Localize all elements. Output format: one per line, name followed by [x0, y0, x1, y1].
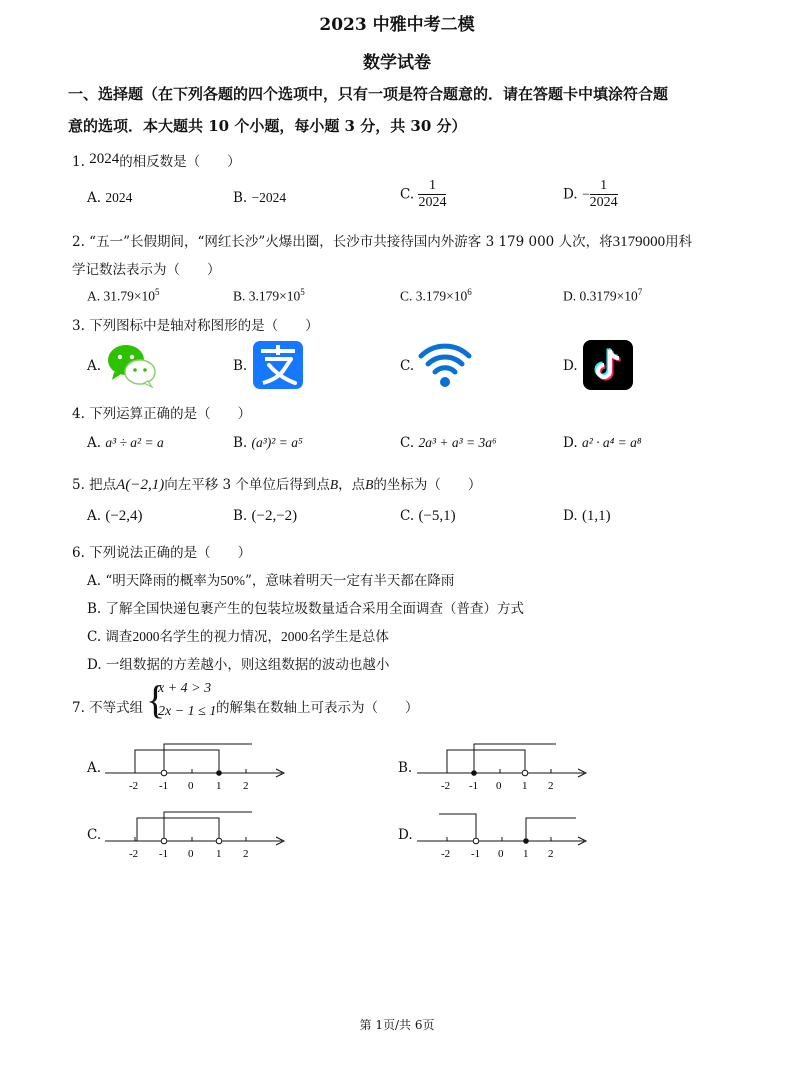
svg-text:-2: -2: [441, 780, 451, 792]
q4-option-d[interactable]: D. a² · a⁴ = a⁸: [563, 435, 642, 451]
section-heading-line1: 一、选择题（在下列各题的四个选项中，只有一项是符合题意的．请在答题卡中填涂符合题: [68, 85, 669, 103]
svg-text:-1: -1: [471, 848, 481, 860]
q1-c-fraction: $\frac{1}{2024}$: [418, 178, 447, 210]
q7-stem-pre: 7. 不等式组: [72, 700, 144, 716]
q2-stem-line2: 学记数法表示为（ ）: [72, 262, 221, 278]
q6-option-b[interactable]: B. 了解全国快递包裹产生的包装垃圾数量适合采用全面调查（普查）方式: [87, 601, 525, 617]
q7-option-c-label[interactable]: C.: [87, 827, 102, 843]
q3-stem: 3. 下列图标中是轴对称图形的是（ ）: [72, 318, 319, 334]
q5-stem: 5. 把点A(−2,1)向左平移 3 个单位后得到点B，点B的坐标为（ ）: [72, 477, 482, 493]
svg-text:-2: -2: [441, 848, 451, 860]
page-title: 2023 中雅中考二模: [319, 15, 475, 35]
q7-stem-post: 的解集在数轴上可表示为（ ）: [216, 700, 419, 716]
q2-option-b[interactable]: B. $3.179\times 10^5$: [233, 287, 305, 304]
svg-text:0: 0: [498, 848, 504, 860]
svg-text:0: 0: [188, 780, 194, 792]
tiktok-icon: [583, 340, 633, 390]
svg-text:1: 1: [523, 848, 529, 860]
q7-option-c-number-line[interactable]: [100, 806, 290, 862]
q1-value: 2024: [89, 151, 120, 167]
page-footer: 第 1页/共 6页: [359, 1018, 435, 1032]
q5-option-d[interactable]: D. (1,1): [563, 508, 611, 524]
q1-option-c[interactable]: C. $\frac{1}{2024}$: [400, 178, 447, 210]
q7-option-d-label[interactable]: D.: [398, 827, 413, 843]
q7-option-a-number-line[interactable]: [100, 738, 290, 794]
svg-text:-2: -2: [129, 848, 139, 860]
svg-text:2: 2: [548, 780, 554, 792]
q5-option-b[interactable]: B. (−2,−2): [233, 508, 298, 524]
wifi-icon: [418, 340, 472, 390]
q2-stem-line1: 2. “五一”长假期间，“网红长沙”火爆出圈，长沙市共接待国内外游客 3 179 000 人次，将3179000用科: [72, 234, 693, 250]
svg-text:0: 0: [188, 848, 194, 860]
q5-option-c[interactable]: C. (−5,1): [400, 508, 456, 524]
q6-option-d[interactable]: D. 一组数据的方差越小，则这组数据的波动也越小: [87, 657, 390, 673]
q3-option-c-label[interactable]: C.: [400, 358, 415, 374]
svg-text:2: 2: [243, 780, 249, 792]
q7-inequality-2: 2x − 1 ≤ 1: [158, 704, 217, 719]
svg-text:-1: -1: [469, 780, 479, 792]
q4-stem: 4. 下列运算正确的是（ ）: [72, 406, 252, 422]
svg-text:1: 1: [216, 848, 222, 860]
svg-text:2: 2: [243, 848, 249, 860]
section-heading-line2: 意的选项．本大题共 10 个小题，每小题 3 分，共 30 分）: [68, 117, 467, 135]
q1-option-d[interactable]: D. − $\frac{1}{2024}$: [563, 178, 618, 210]
q7-inequality-1: x + 4 > 3: [158, 681, 212, 696]
q7-brace: {: [146, 677, 166, 722]
q4-option-b[interactable]: B. (a³)² = a⁵: [233, 435, 303, 451]
q7-option-b-number-line[interactable]: [412, 738, 592, 794]
page-subtitle: 数学试卷: [363, 53, 431, 73]
q3-option-a-label[interactable]: A.: [87, 358, 102, 374]
q1-option-a[interactable]: A. 2024: [87, 190, 133, 206]
q2-option-d[interactable]: D. $0.3179\times 10^7$: [563, 287, 643, 304]
wechat-icon: [106, 342, 158, 388]
q2-option-c[interactable]: C. $3.179\times 10^6$: [400, 287, 472, 304]
q3-option-b-label[interactable]: B.: [233, 358, 248, 374]
q6-stem: 6. 下列说法正确的是（ ）: [72, 545, 252, 561]
q2-value: 3179000: [612, 234, 666, 250]
q1-stem-text: 的相反数是（ ）: [119, 154, 241, 170]
q2-option-a[interactable]: A. $31.79\times 10^5$: [87, 287, 160, 304]
q6-option-c[interactable]: C. 调查2000名学生的视力情况，2000名学生是总体: [87, 629, 389, 645]
q1-number: 1.: [72, 154, 85, 170]
svg-text:2: 2: [548, 848, 554, 860]
q5-option-a[interactable]: A. (−2,4): [87, 508, 143, 524]
q7-option-a-label[interactable]: A.: [87, 760, 102, 776]
svg-text:1: 1: [522, 780, 528, 792]
q4-option-c[interactable]: C. 2a³ + a³ = 3a⁶: [400, 435, 497, 451]
q1-stem: [72, 150, 241, 171]
svg-text:0: 0: [496, 780, 502, 792]
q7-option-d-number-line[interactable]: [412, 806, 592, 862]
q1-d-fraction: $\frac{1}{2024}$: [589, 178, 618, 210]
svg-text:-1: -1: [159, 780, 169, 792]
q6-option-a[interactable]: A. “明天降雨的概率为50%”，意味着明天一定有半天都在降雨: [87, 573, 455, 589]
q1-option-b[interactable]: B. −2024: [233, 190, 287, 206]
alipay-icon: [253, 341, 303, 389]
svg-text:-1: -1: [159, 848, 169, 860]
svg-text:1: 1: [216, 780, 222, 792]
q7-option-b-label[interactable]: B.: [398, 760, 413, 776]
svg-text:-2: -2: [129, 780, 139, 792]
q4-option-a[interactable]: A. a³ ÷ a² = a: [87, 435, 164, 451]
q3-option-d-label[interactable]: D.: [563, 358, 578, 374]
